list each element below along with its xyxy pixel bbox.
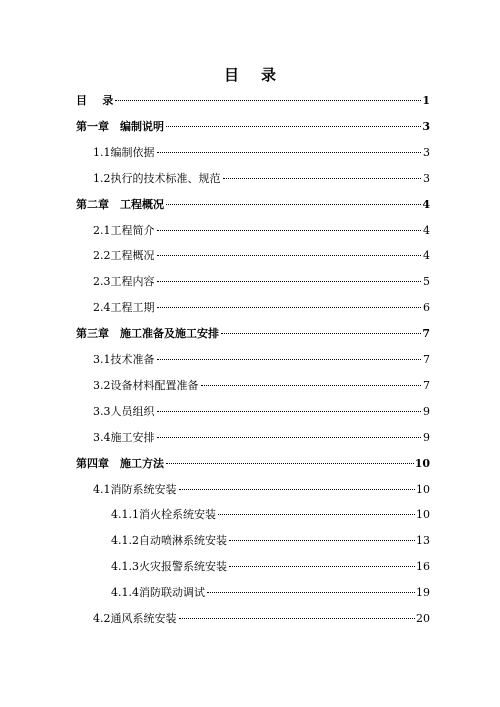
toc-entry[interactable] — [111, 554, 430, 574]
toc-entry[interactable] — [93, 373, 430, 392]
toc-dot-leader — [166, 451, 414, 467]
toc-entry[interactable] — [93, 399, 430, 418]
toc-entry-label: 4.1.1消火栓系统安装 — [111, 508, 216, 522]
toc-entry-page-number: 3 — [422, 119, 430, 133]
toc-dot-leader — [221, 321, 421, 337]
toc-entry[interactable] — [93, 347, 430, 366]
toc-entry[interactable] — [93, 606, 430, 625]
toc-entry-page-number: 3 — [423, 171, 430, 185]
toc-entry-page-number: 20 — [416, 612, 430, 625]
toc-entry-label: 3.4施工安排 — [93, 430, 155, 444]
toc-entry[interactable] — [111, 502, 430, 522]
toc-dot-leader — [115, 88, 421, 104]
toc-entry[interactable] — [93, 166, 430, 185]
toc-entry-label: 目 录 — [76, 94, 114, 107]
toc-entry-page-number: 9 — [423, 404, 430, 418]
toc-entry-label: 第四章 施工方法 — [76, 456, 164, 470]
toc-entry-page-number: 5 — [423, 275, 430, 289]
toc-heading-left: 目 — [223, 66, 239, 84]
toc-entry-label: 4.1.2自动喷淋系统安装 — [111, 534, 227, 548]
toc-entry-page-number: 6 — [423, 301, 430, 315]
toc-entry[interactable] — [76, 321, 430, 341]
toc-entry-page-number: 10 — [416, 508, 430, 522]
toc-entry-label: 4.1消防系统安装 — [93, 482, 177, 496]
toc-dot-leader — [201, 373, 422, 389]
toc-entry-label: 2.3工程内容 — [93, 275, 155, 289]
toc-entry-page-number: 1 — [422, 94, 430, 107]
toc-entry[interactable] — [93, 218, 430, 237]
toc-dot-leader — [157, 218, 422, 234]
toc-entry-page-number: 3 — [423, 145, 430, 159]
toc-entry-label: 3.2设备材料配置准备 — [93, 378, 199, 392]
toc-entry-label: 4.2通风系统安装 — [93, 612, 177, 625]
toc-entry-label: 2.2工程概况 — [93, 249, 155, 263]
toc-entry-page-number: 10 — [414, 456, 430, 470]
toc-entry[interactable] — [93, 243, 430, 263]
toc-entry[interactable] — [93, 295, 430, 315]
toc-dot-leader — [207, 580, 415, 596]
toc-entry-page-number: 16 — [416, 560, 430, 574]
toc-entry-label: 3.3人员组织 — [93, 404, 155, 418]
toc-entry[interactable] — [76, 192, 430, 211]
toc-entry-page-number: 4 — [423, 223, 430, 237]
toc-entry-page-number: 7 — [423, 353, 430, 366]
toc-dot-leader — [229, 554, 415, 570]
toc-entry-label: 第一章 编制说明 — [76, 119, 164, 133]
toc-entry[interactable] — [93, 477, 430, 496]
toc-entry[interactable] — [93, 269, 430, 289]
toc-entry-page-number: 7 — [423, 378, 430, 392]
toc-entry-label: 4.1.4消防联动调试 — [111, 586, 205, 600]
toc-entry-label: 1.1编制依据 — [93, 145, 155, 159]
toc-dot-leader — [223, 166, 422, 182]
toc-entry-page-number: 4 — [422, 197, 430, 211]
toc-dot-leader — [157, 347, 422, 363]
toc-entry[interactable] — [76, 114, 430, 133]
toc-entry-page-number: 19 — [416, 586, 430, 600]
toc-dot-leader — [157, 425, 422, 441]
toc-dot-leader — [166, 114, 421, 130]
toc-entry-page-number: 4 — [423, 249, 430, 263]
toc-dot-leader — [157, 269, 422, 285]
toc-heading-right: 录 — [261, 66, 277, 84]
toc-entry[interactable] — [93, 140, 430, 159]
toc-dot-leader — [179, 606, 416, 622]
toc-heading — [0, 64, 500, 85]
toc-entry-label: 第二章 工程概况 — [76, 197, 164, 211]
toc-dot-leader — [218, 502, 415, 518]
toc-entry[interactable] — [76, 451, 430, 470]
toc-entry-page-number: 10 — [416, 482, 430, 496]
toc-entry-label: 第三章 施工准备及施工安排 — [76, 327, 219, 341]
toc-entry-label: 3.1技术准备 — [93, 353, 155, 366]
toc-dot-leader — [157, 243, 422, 259]
toc-dot-leader — [157, 140, 422, 156]
toc-entry[interactable] — [76, 88, 430, 107]
toc-entry-label: 1.2执行的技术标准、规范 — [93, 171, 221, 185]
toc-entry-page-number: 7 — [422, 327, 430, 341]
toc-entry-page-number: 9 — [423, 430, 430, 444]
toc-entry-label: 2.4工程工期 — [93, 301, 155, 315]
toc-dot-leader — [229, 528, 415, 544]
toc-entry[interactable] — [93, 425, 430, 444]
toc-dot-leader — [179, 477, 416, 493]
toc-entry-page-number: 13 — [416, 534, 430, 548]
toc-dot-leader — [166, 192, 421, 208]
toc-entry[interactable] — [111, 528, 430, 548]
toc-entry-label: 2.1工程简介 — [93, 223, 155, 237]
toc-entry[interactable] — [111, 580, 430, 600]
toc-dot-leader — [157, 295, 422, 311]
toc-entry-label: 4.1.3火灾报警系统安装 — [111, 560, 227, 574]
toc-dot-leader — [157, 399, 422, 415]
